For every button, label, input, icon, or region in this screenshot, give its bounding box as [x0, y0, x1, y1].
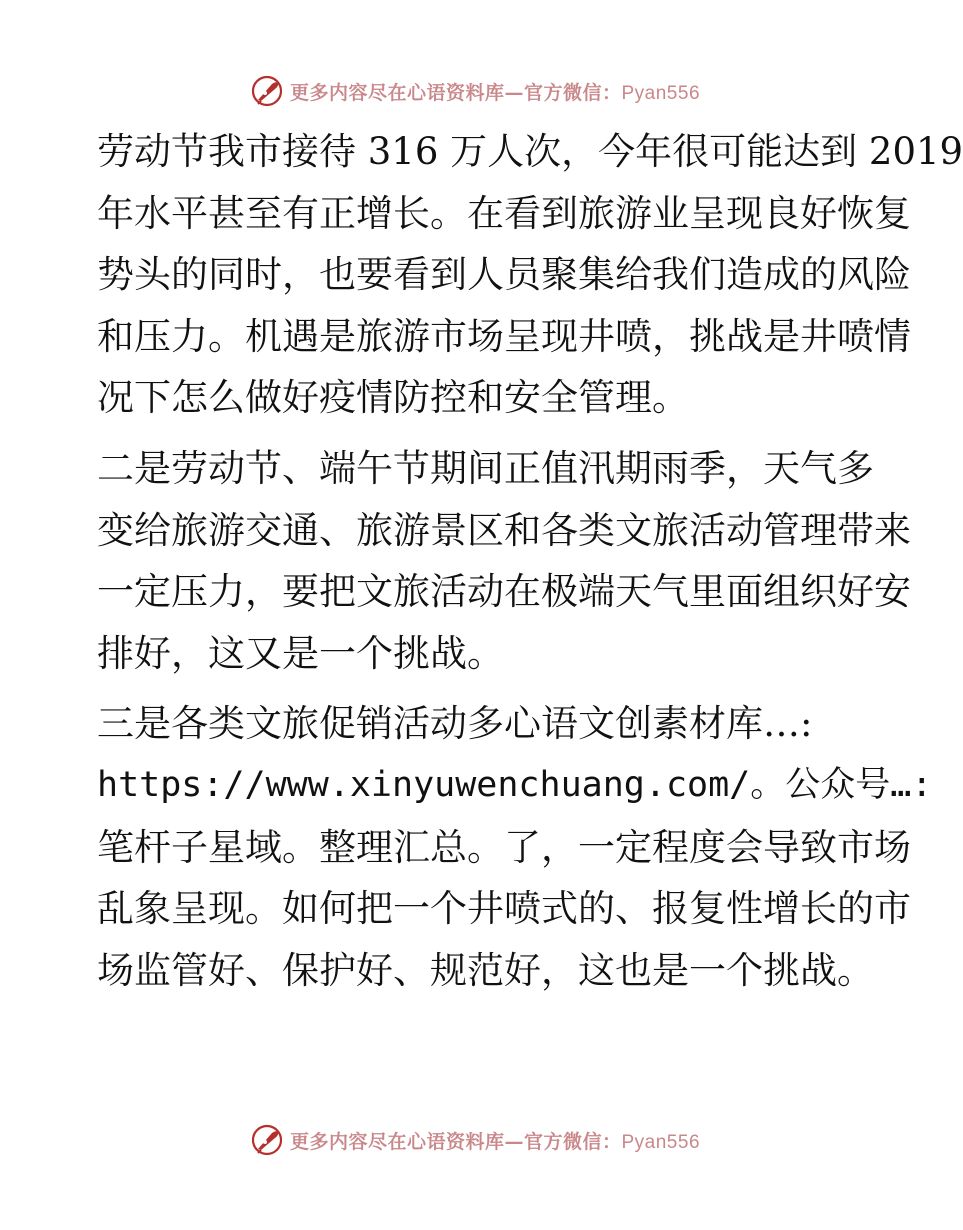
paragraph-line: 笔杆子星域。整理汇总。了，一定程度会导致市场 — [97, 825, 911, 869]
document-body — [97, 121, 963, 1001]
header-banner — [0, 71, 950, 111]
quill-pen-logo-icon — [250, 74, 284, 108]
paragraph-line: 乱象呈现。如何把一个井喷式的、报复性增长的市 — [97, 887, 911, 931]
header-banner-suffix: 官方微信： — [523, 81, 622, 104]
paragraph-2 — [97, 438, 911, 684]
footer-banner-suffix: 官方微信： — [523, 1130, 622, 1153]
header-banner-text — [290, 78, 700, 105]
header-banner-title: 更多内容尽在心语资料库 — [289, 81, 505, 104]
header-banner-separator: — — [504, 81, 524, 104]
paragraph-line: 势头的同时，也要看到人员聚集给我们造成的风险 — [97, 253, 911, 297]
paragraph-line: 一定压力，要把文旅活动在极端天气里面组织好安 — [97, 570, 911, 614]
paragraph-gap — [97, 684, 857, 693]
footer-banner-text — [290, 1127, 700, 1154]
paragraph-line: 劳动节我市接待 316 万人次，今年很可能达到 2019 — [97, 130, 963, 173]
paragraph-line: 和压力。机遇是旅游市场呈现井喷，挑战是井喷情 — [97, 314, 911, 358]
paragraph-gap — [97, 429, 857, 438]
paragraph-line: 况下怎么做好疫情防控和安全管理。 — [97, 376, 689, 420]
paragraph-3 — [97, 693, 933, 1001]
footer-banner-handle: Pyan556 — [621, 1131, 701, 1153]
footer-banner — [0, 1120, 950, 1160]
paragraph-line: 年水平甚至有正增长。在看到旅游业呈现良好恢复 — [97, 191, 911, 235]
header-banner-handle: Pyan556 — [621, 82, 701, 104]
footer-banner-separator: — — [504, 1130, 524, 1153]
url-line: https://www.xinyuwenchuang.com/。公众号…: — [97, 764, 933, 805]
paragraph-line: 变给旅游交通、旅游景区和各类文旅活动管理带来 — [97, 508, 911, 552]
paragraph-line: 场监管好、保护好、规范好，这也是一个挑战。 — [97, 948, 874, 992]
quill-pen-logo-icon — [250, 1123, 284, 1157]
paragraph-line: 二是劳动节、端午节期间正值汛期雨季，天气多 — [97, 446, 874, 490]
paragraph-line: 三是各类文旅促销活动多心语文创素材库…: — [97, 702, 813, 746]
paragraph-1 — [97, 121, 963, 429]
paragraph-line: 排好，这又是一个挑战。 — [97, 631, 504, 675]
footer-banner-title: 更多内容尽在心语资料库 — [289, 1130, 505, 1153]
